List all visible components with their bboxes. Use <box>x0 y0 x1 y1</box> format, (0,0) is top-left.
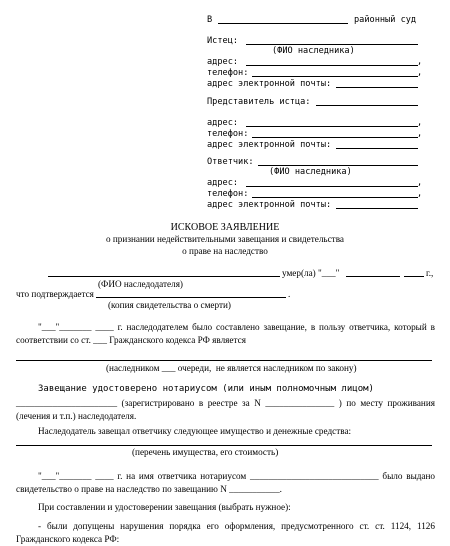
property-line <box>16 445 432 446</box>
period: . <box>288 289 291 299</box>
certificate-paragraph: "___"_______ ____ г. на имя ответчика нотариусом ____________________________ было выдано свидетельство о праве на наследство по завещанию N ___________. <box>16 471 435 494</box>
comma: , <box>417 68 423 78</box>
defendant-email-line <box>336 208 418 209</box>
plaintiff-fio-note: (ФИО наследника) <box>272 46 355 56</box>
defendant-fio-note: (ФИО наследника) <box>269 167 352 177</box>
property-note: (перечень имущества, его стоимость) <box>132 447 279 457</box>
comma: , <box>417 118 423 128</box>
plaintiff-phone-line <box>252 76 418 77</box>
court-suffix: районный суд <box>354 15 417 25</box>
document-subtitle-1: о признании недействительными завещания и свидетельства <box>106 234 344 244</box>
defendant-phone-line <box>252 197 418 198</box>
death-cert-note: (копия свидетельства о смерти) <box>108 300 231 310</box>
rep-email-line <box>336 148 418 149</box>
plaintiff-address-line <box>246 65 418 66</box>
testator-name-line <box>48 276 280 277</box>
death-date-line <box>346 276 400 277</box>
notary-paragraph-2: ______________________ (зарегистрировано в реестре за N _______________ ) по месту проживания (лечения и т.п.) наследодателя. <box>16 398 435 421</box>
defendant-email-label: адрес электронной почты: <box>207 200 332 210</box>
died-text: умер(ла) "___" <box>282 268 340 278</box>
heir-note: (наследником ___ очереди, не является наследником по закону) <box>106 363 357 373</box>
defendant-label: Ответчик: <box>207 157 254 167</box>
property-paragraph: Наследодатель завещал ответчику следующее имущество и денежные средства: <box>38 426 352 436</box>
defendant-address-line <box>246 186 418 187</box>
court-prefix: В <box>207 15 213 25</box>
conditions-paragraph: При составлении и удостоверении завещания (выбрать нужное): <box>38 502 291 512</box>
rep-line <box>316 105 418 106</box>
rep-phone-label: телефон: <box>207 129 249 139</box>
comma: , <box>417 178 423 188</box>
plaintiff-phone-label: телефон: <box>207 68 249 78</box>
plaintiff-label: Истец: <box>207 36 239 46</box>
death-cert-line <box>96 297 286 298</box>
plaintiff-address-label: адрес: <box>207 57 239 67</box>
court-line <box>218 23 348 24</box>
comma: , <box>417 57 423 67</box>
violations-paragraph: - были допущены нарушения порядка его оформления, предусмотренного ст. ст. 1124, 1126 Гражданского кодекса РФ: <box>16 521 435 544</box>
plaintiff-email-line <box>336 87 418 88</box>
defendant-address-label: адрес: <box>207 178 239 188</box>
document-title: ИСКОВОЕ ЗАЯВЛЕНИЕ <box>170 222 280 233</box>
document-subtitle-2: о праве на наследство <box>182 246 268 256</box>
comma: , <box>417 189 423 199</box>
death-year-line <box>404 276 424 277</box>
rep-label: Представитель истца: <box>207 97 311 107</box>
defendant-line <box>258 165 418 166</box>
will-paragraph: "___"_______ ____ г. наследодателем было составлено завещание, в пользу ответчика, который в соответствии со ст. ___ Гражданского кодекса РФ является <box>16 322 435 345</box>
confirmed-text: что подтверждается <box>16 289 94 299</box>
plaintiff-email-label: адрес электронной почты: <box>207 79 332 89</box>
defendant-phone-label: телефон: <box>207 189 249 199</box>
rep-phone-line <box>252 137 418 138</box>
testator-fio-note: (ФИО наследодателя) <box>98 279 183 289</box>
rep-email-label: адрес электронной почты: <box>207 140 332 150</box>
rep-address-line <box>246 126 418 127</box>
comma: , <box>417 129 423 139</box>
notary-paragraph-1: Завещание удостоверено нотариусом (или иным полномочным лицом) <box>38 384 374 394</box>
rep-address-label: адрес: <box>207 118 239 128</box>
year-suffix: г., <box>426 268 434 278</box>
heir-line <box>16 360 432 361</box>
plaintiff-line <box>246 44 418 45</box>
